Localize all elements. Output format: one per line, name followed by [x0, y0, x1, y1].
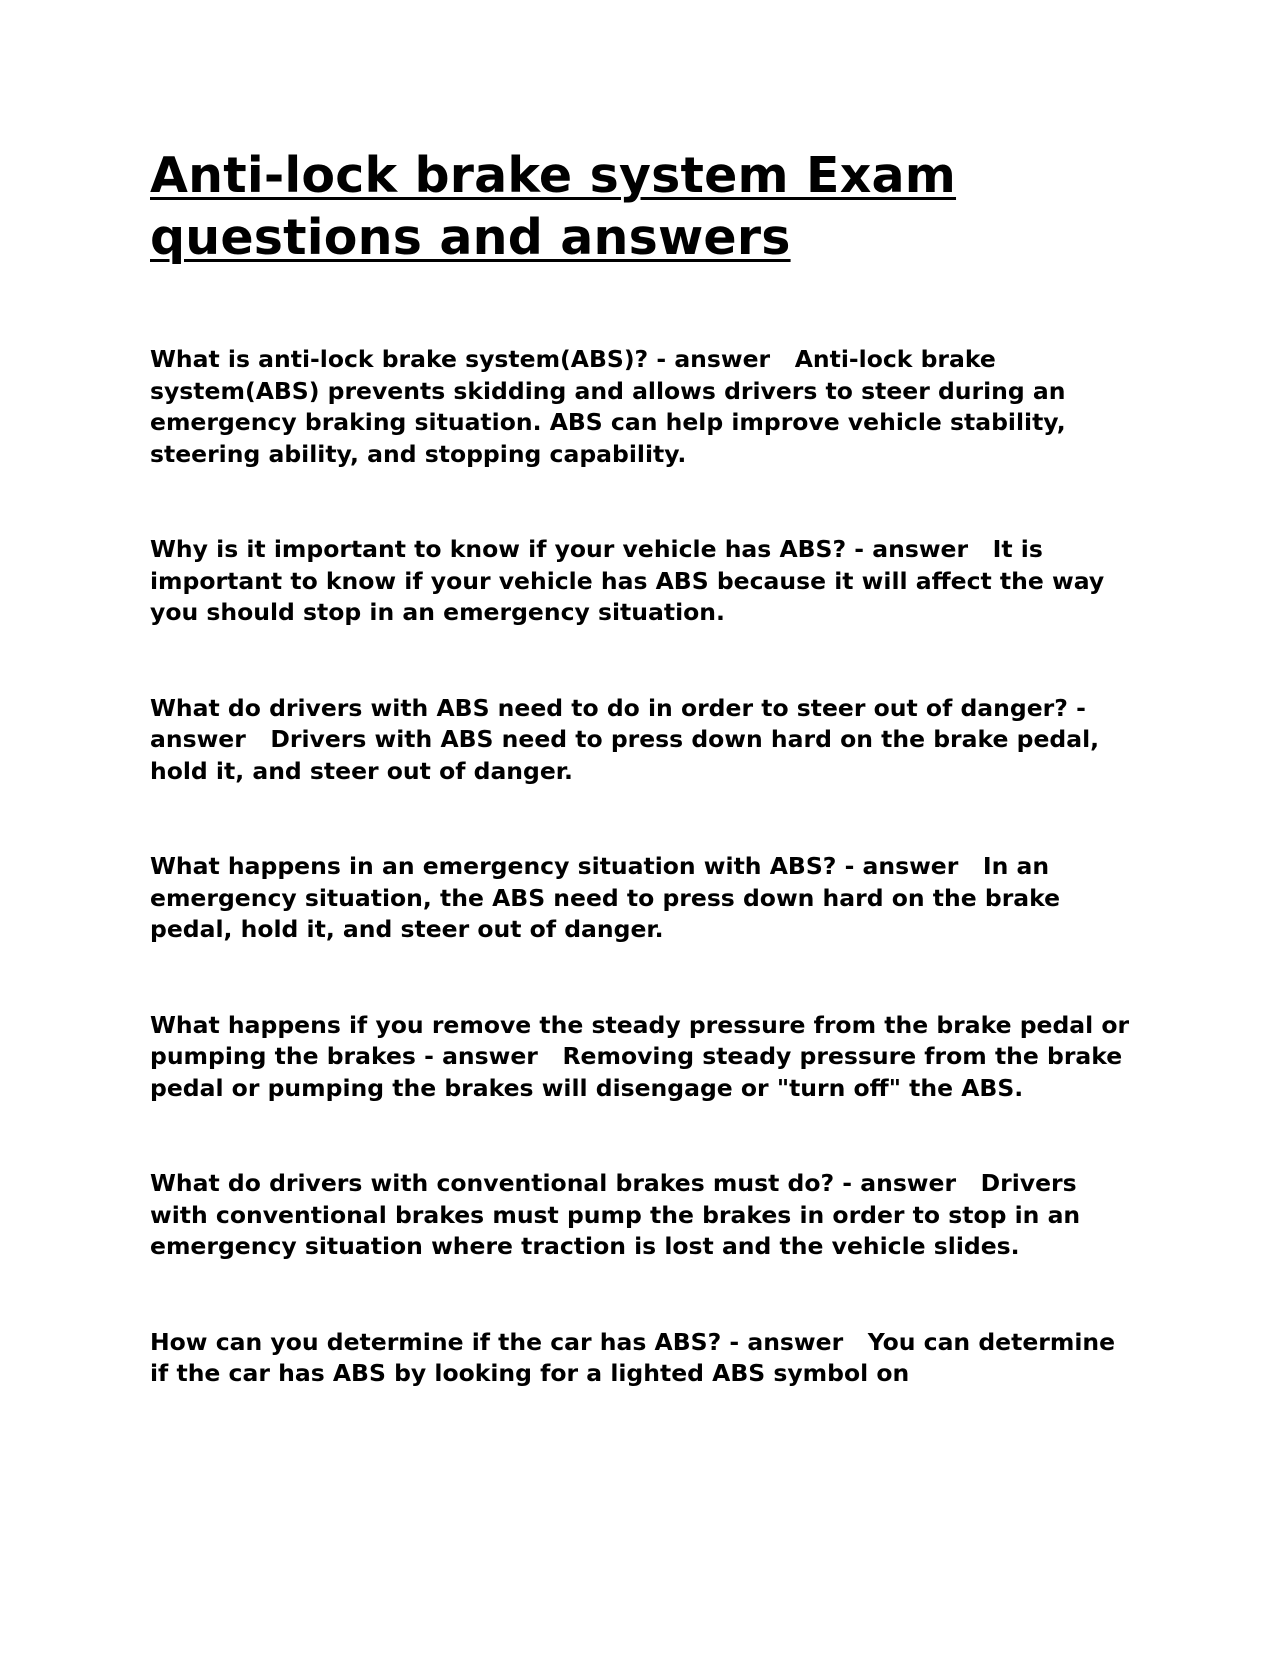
answer-marker: answer	[674, 345, 771, 373]
answer-text: Anti-lock brake system(ABS) prevents skidding and allows drivers to steer during an emergency braking situation. ABS can help improve vehicle stability, steering ability, and stopping capability.	[150, 345, 1066, 468]
answer-marker: answer	[150, 725, 246, 753]
answer-text: It is important to know if your vehicle has ABS because it will affect the way you should stop in an emergency situation.	[150, 535, 1105, 626]
answer-text: You can determine if the car has ABS by looking for a lighted ABS symbol on	[150, 1327, 1116, 1387]
answer-text: In an emergency situation, the ABS need to press down hard on the brake pedal, hold it, and steer out of danger.	[150, 852, 1061, 943]
question-text: What happens if you remove the steady pressure from the brake pedal or pumping the brakes	[150, 1010, 1130, 1070]
answer-marker: answer	[442, 1042, 538, 1070]
question-text: What is anti-lock brake system(ABS)?	[150, 345, 649, 373]
qa-item: What do drivers with conventional brakes must do? - answer Drivers with conventional brakes must pump the brakes in order to stop in an emergency situation where traction is lost and the vehicle slides.	[150, 1169, 1081, 1260]
question-text: What do drivers with ABS need to do in order to steer out of danger?	[150, 693, 1068, 722]
answer-marker: answer	[872, 535, 969, 563]
qa-item: How can you determine if the car has ABS? - answer You can determine if the car has ABS by looking for a lighted ABS symbol on	[150, 1327, 1116, 1387]
qa-item: What do drivers with ABS need to do in order to steer out of danger? - answer Drivers with ABS need to press down hard on the brake pedal, hold it, and steer out of danger.	[150, 693, 1100, 785]
qa-item: What is anti-lock brake system(ABS)? - answer Anti-lock brake system(ABS) prevents skidding and allows drivers to steer during an emergency braking situation. ABS can help improve vehicle stability, steering ability, and stopping capability.	[150, 345, 1066, 468]
answer-text: Drivers with conventional brakes must pump the brakes in order to stop in an emergency situation where traction is lost and the vehicle slides.	[150, 1169, 1081, 1260]
answer-marker: answer	[860, 1169, 957, 1197]
document-title	[150, 145, 1140, 269]
document-page	[150, 145, 1140, 1454]
title-line-2: questions and answers	[150, 209, 791, 266]
title-line-1: Anti-lock brake system Exam	[150, 147, 957, 204]
answer-text: Removing steady pressure from the brake pedal or pumping the brakes will disengage or "turn off" the ABS.	[150, 1042, 1123, 1102]
question-text: What do drivers with conventional brakes must do?	[150, 1169, 835, 1197]
answer-marker: answer	[747, 1327, 844, 1356]
qa-list	[150, 344, 1140, 1390]
question-text: What happens in an emergency situation with ABS?	[150, 852, 837, 880]
answer-text: Drivers with ABS need to press down hard on the brake pedal, hold it, and steer out of danger.	[150, 725, 1100, 785]
qa-item: What happens in an emergency situation with ABS? - answer In an emergency situation, the ABS need to press down hard on the brake pedal, hold it, and steer out of danger.	[150, 852, 1061, 943]
qa-item: Why is it important to know if your vehicle has ABS? - answer It is important to know if your vehicle has ABS because it will affect the way you should stop in an emergency situation.	[150, 535, 1105, 626]
question-text: Why is it important to know if your vehicle has ABS?	[150, 535, 847, 563]
question-text: How can you determine if the car has ABS?	[150, 1327, 722, 1356]
qa-item: What happens if you remove the steady pressure from the brake pedal or pumping the brakes - answer Removing steady pressure from the brake pedal or pumping the brakes will disengage or "turn off" the ABS.	[150, 1010, 1130, 1102]
answer-marker: answer	[862, 852, 959, 880]
